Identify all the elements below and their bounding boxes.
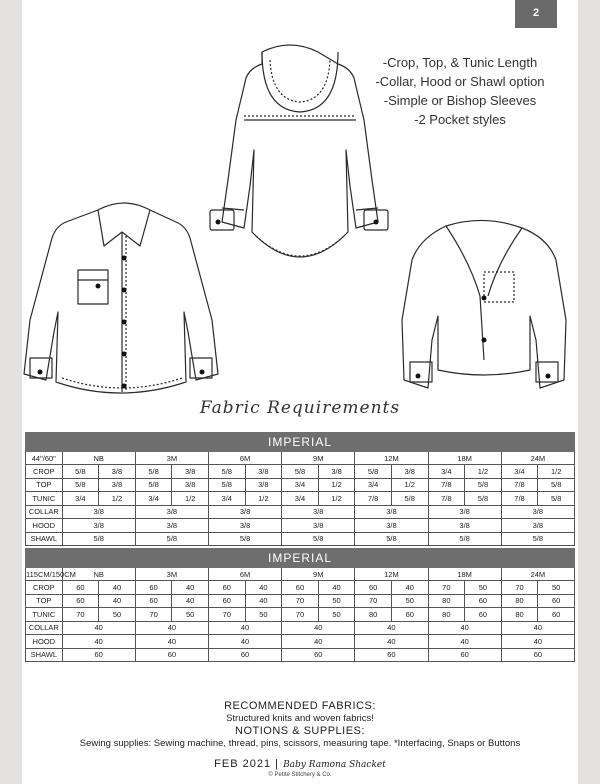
table-cell: 40: [99, 581, 136, 595]
row-label: SHAWL: [26, 648, 63, 662]
size-header: 3M: [135, 452, 208, 465]
table-cell: 3/8: [135, 505, 208, 519]
table-row: [26, 594, 575, 608]
table-cell: 3/4: [282, 478, 319, 492]
fabric-width-label: 44"/60": [26, 452, 63, 465]
table-cell: 60: [428, 648, 501, 662]
table-cell: 70: [62, 608, 99, 622]
table-cell: 40: [318, 581, 355, 595]
table-cell: 1/2: [99, 492, 136, 506]
table-cell: 60: [62, 594, 99, 608]
table-cell: 40: [501, 621, 574, 635]
feature-item: -Crop, Top, & Tunic Length: [382, 55, 538, 70]
table-cell: 5/8: [501, 532, 574, 546]
table-cell: 3/4: [501, 465, 538, 479]
table-cell: 1/2: [391, 478, 428, 492]
table-cell: 60: [355, 581, 392, 595]
table-cell: 5/8: [62, 478, 99, 492]
table-cell: 5/8: [208, 465, 245, 479]
table-cell: 7/8: [428, 478, 465, 492]
table-cell: 5/8: [391, 492, 428, 506]
table-cell: 40: [355, 635, 428, 649]
table-cell: 50: [245, 608, 282, 622]
table-cell: 40: [355, 621, 428, 635]
table-cell: 60: [465, 608, 502, 622]
table-row: [26, 608, 575, 622]
table-cell: 5/8: [282, 465, 319, 479]
table-cell: 40: [172, 594, 209, 608]
table-cell: 60: [538, 594, 575, 608]
table-cell: 3/8: [62, 505, 135, 519]
table-cell: 70: [428, 581, 465, 595]
row-label: TOP: [26, 594, 63, 608]
table-cell: 3/8: [428, 505, 501, 519]
table-band: IMPERIAL: [26, 433, 575, 452]
table-cell: 3/8: [282, 505, 355, 519]
row-label: TOP: [26, 478, 63, 492]
table-cell: 50: [538, 581, 575, 595]
table-cell: 3/4: [282, 492, 319, 506]
table-cell: 7/8: [501, 492, 538, 506]
table-cell: 3/8: [391, 465, 428, 479]
table-cell: 7/8: [355, 492, 392, 506]
notions-title: NOTIONS & SUPPLIES:: [235, 725, 365, 737]
size-header: 18M: [428, 568, 501, 581]
table-cell: 3/8: [172, 465, 209, 479]
size-header: 12M: [355, 452, 428, 465]
table-band: IMPERIAL: [26, 549, 575, 568]
footer-line: [0, 758, 600, 770]
table-cell: 1/2: [318, 478, 355, 492]
table-cell: 5/8: [538, 478, 575, 492]
table-cell: 3/8: [99, 465, 136, 479]
front-view-shawl-sketch: [402, 220, 566, 388]
table-cell: 40: [208, 621, 281, 635]
table-cell: 60: [282, 581, 319, 595]
table-cell: 70: [135, 608, 172, 622]
table-cell: 3/8: [501, 505, 574, 519]
table-cell: 40: [282, 635, 355, 649]
row-label: TUNIC: [26, 608, 63, 622]
table-cell: 70: [282, 608, 319, 622]
copyright: © Petite Stitchery & Co.: [268, 772, 332, 778]
table-cell: 80: [501, 608, 538, 622]
table-cell: 60: [208, 581, 245, 595]
table-cell: 60: [135, 648, 208, 662]
table-cell: 60: [62, 581, 99, 595]
table-cell: 60: [501, 648, 574, 662]
table-cell: 3/8: [135, 519, 208, 533]
row-label: SHAWL: [26, 532, 63, 546]
table-row: [26, 581, 575, 595]
recommended-fabrics-text: Structured knits and woven fabrics!: [226, 713, 374, 724]
table-cell: 3/8: [318, 465, 355, 479]
table-cell: 3/8: [428, 519, 501, 533]
table-row: [26, 505, 575, 519]
table-cell: 40: [172, 581, 209, 595]
feature-item: -Simple or Bishop Sleeves: [383, 93, 537, 108]
table-cell: 7/8: [501, 478, 538, 492]
table-cell: 3/8: [62, 519, 135, 533]
table-cell: 3/8: [282, 519, 355, 533]
table-cell: 3/4: [135, 492, 172, 506]
pattern-name: Baby Ramona Shacket: [283, 760, 386, 770]
footer-separator: |: [275, 758, 279, 770]
table-cell: 3/8: [208, 505, 281, 519]
table-cell: 5/8: [135, 465, 172, 479]
table-cell: 1/2: [245, 492, 282, 506]
table-cell: 80: [501, 594, 538, 608]
table-cell: 60: [208, 594, 245, 608]
front-view-collar-sketch: [24, 203, 218, 393]
table-cell: 3/4: [62, 492, 99, 506]
row-label: CROP: [26, 465, 63, 479]
table-cell: 80: [355, 608, 392, 622]
table-cell: 5/8: [282, 532, 355, 546]
table-cell: 70: [208, 608, 245, 622]
size-header: 3M: [135, 568, 208, 581]
recommended-fabrics-title: RECOMMENDED FABRICS:: [224, 700, 376, 712]
table-cell: 3/8: [245, 478, 282, 492]
table-cell: 60: [135, 581, 172, 595]
pattern-features-list: [360, 53, 560, 129]
table-cell: 40: [208, 635, 281, 649]
table-cell: 5/8: [135, 532, 208, 546]
notions-text: Sewing supplies: Sewing machine, thread, pins, scissors, measuring tape. *Interfacing, Snaps or Buttons: [79, 738, 521, 749]
table-cell: 3/8: [208, 519, 281, 533]
table-cell: 40: [62, 621, 135, 635]
table-cell: 3/8: [99, 478, 136, 492]
table-cell: 1/2: [318, 492, 355, 506]
table-cell: 1/2: [538, 465, 575, 479]
table-cell: 40: [135, 635, 208, 649]
table-cell: 40: [391, 581, 428, 595]
row-label: CROP: [26, 581, 63, 595]
table-cell: 50: [318, 594, 355, 608]
table-row: [26, 635, 575, 649]
table-cell: 50: [172, 608, 209, 622]
table-cell: 5/8: [208, 478, 245, 492]
table-cell: 80: [428, 594, 465, 608]
table-cell: 1/2: [172, 492, 209, 506]
size-header: NB: [62, 452, 135, 465]
page-number-badge: 2: [515, 0, 557, 28]
table-cell: 5/8: [62, 532, 135, 546]
table-cell: 40: [135, 621, 208, 635]
size-header: 9M: [282, 568, 355, 581]
row-label: TUNIC: [26, 492, 63, 506]
size-header: 12M: [355, 568, 428, 581]
table-cell: 40: [282, 621, 355, 635]
row-label: COLLAR: [26, 621, 63, 635]
table-cell: 5/8: [538, 492, 575, 506]
table-cell: 5/8: [355, 465, 392, 479]
table-cell: 40: [501, 635, 574, 649]
table-cell: 60: [355, 648, 428, 662]
table-row: [26, 519, 575, 533]
size-header: 9M: [282, 452, 355, 465]
fabric-width-label: 115CM/150CM: [26, 569, 76, 579]
feature-item: -2 Pocket styles: [414, 112, 506, 127]
table-cell: 5/8: [428, 532, 501, 546]
table-cell: 3/4: [428, 465, 465, 479]
release-date: FEB 2021: [214, 758, 272, 770]
table-cell: 5/8: [208, 532, 281, 546]
table-cell: 7/8: [428, 492, 465, 506]
fabric-requirements-heading: Fabric Requirements: [199, 398, 401, 418]
table-cell: 3/8: [501, 519, 574, 533]
table-row: [26, 532, 575, 546]
table-cell: 5/8: [465, 478, 502, 492]
imperial-yardage-table: [25, 432, 575, 546]
table-cell: 40: [245, 594, 282, 608]
table-cell: 5/8: [355, 532, 428, 546]
feature-item: -Collar, Hood or Shawl option: [375, 74, 545, 89]
row-label: HOOD: [26, 635, 63, 649]
size-header: NB: [62, 568, 135, 581]
table-cell: 60: [391, 608, 428, 622]
table-row: [26, 621, 575, 635]
table-row: [26, 492, 575, 506]
table-cell: 3/4: [355, 478, 392, 492]
metric-yardage-table: [25, 548, 575, 662]
table-cell: 50: [391, 594, 428, 608]
table-cell: 70: [355, 594, 392, 608]
row-label: COLLAR: [26, 505, 63, 519]
table-cell: 3/4: [208, 492, 245, 506]
table-cell: 80: [428, 608, 465, 622]
size-header: 24M: [501, 568, 574, 581]
table-cell: 50: [99, 608, 136, 622]
table-cell: 40: [62, 635, 135, 649]
table-cell: 3/8: [172, 478, 209, 492]
table-cell: 70: [282, 594, 319, 608]
table-cell: 5/8: [135, 478, 172, 492]
table-row: [26, 648, 575, 662]
table-cell: 50: [465, 581, 502, 595]
table-cell: 60: [135, 594, 172, 608]
table-cell: 3/8: [245, 465, 282, 479]
table-cell: 5/8: [62, 465, 99, 479]
size-header: 6M: [208, 568, 281, 581]
table-cell: 60: [465, 594, 502, 608]
table-cell: 3/8: [355, 505, 428, 519]
table-cell: 5/8: [465, 492, 502, 506]
table-cell: 60: [538, 608, 575, 622]
table-cell: 60: [208, 648, 281, 662]
table-cell: 40: [245, 581, 282, 595]
size-header: 6M: [208, 452, 281, 465]
table-cell: 60: [62, 648, 135, 662]
table-cell: 40: [428, 635, 501, 649]
size-header: 24M: [501, 452, 574, 465]
size-header: 18M: [428, 452, 501, 465]
table-cell: 60: [282, 648, 355, 662]
row-label: HOOD: [26, 519, 63, 533]
table-cell: 1/2: [465, 465, 502, 479]
table-cell: 50: [318, 608, 355, 622]
table-cell: 40: [99, 594, 136, 608]
table-row: [26, 465, 575, 479]
table-row: [26, 478, 575, 492]
table-cell: 3/8: [355, 519, 428, 533]
table-cell: 40: [428, 621, 501, 635]
table-cell: 70: [501, 581, 538, 595]
